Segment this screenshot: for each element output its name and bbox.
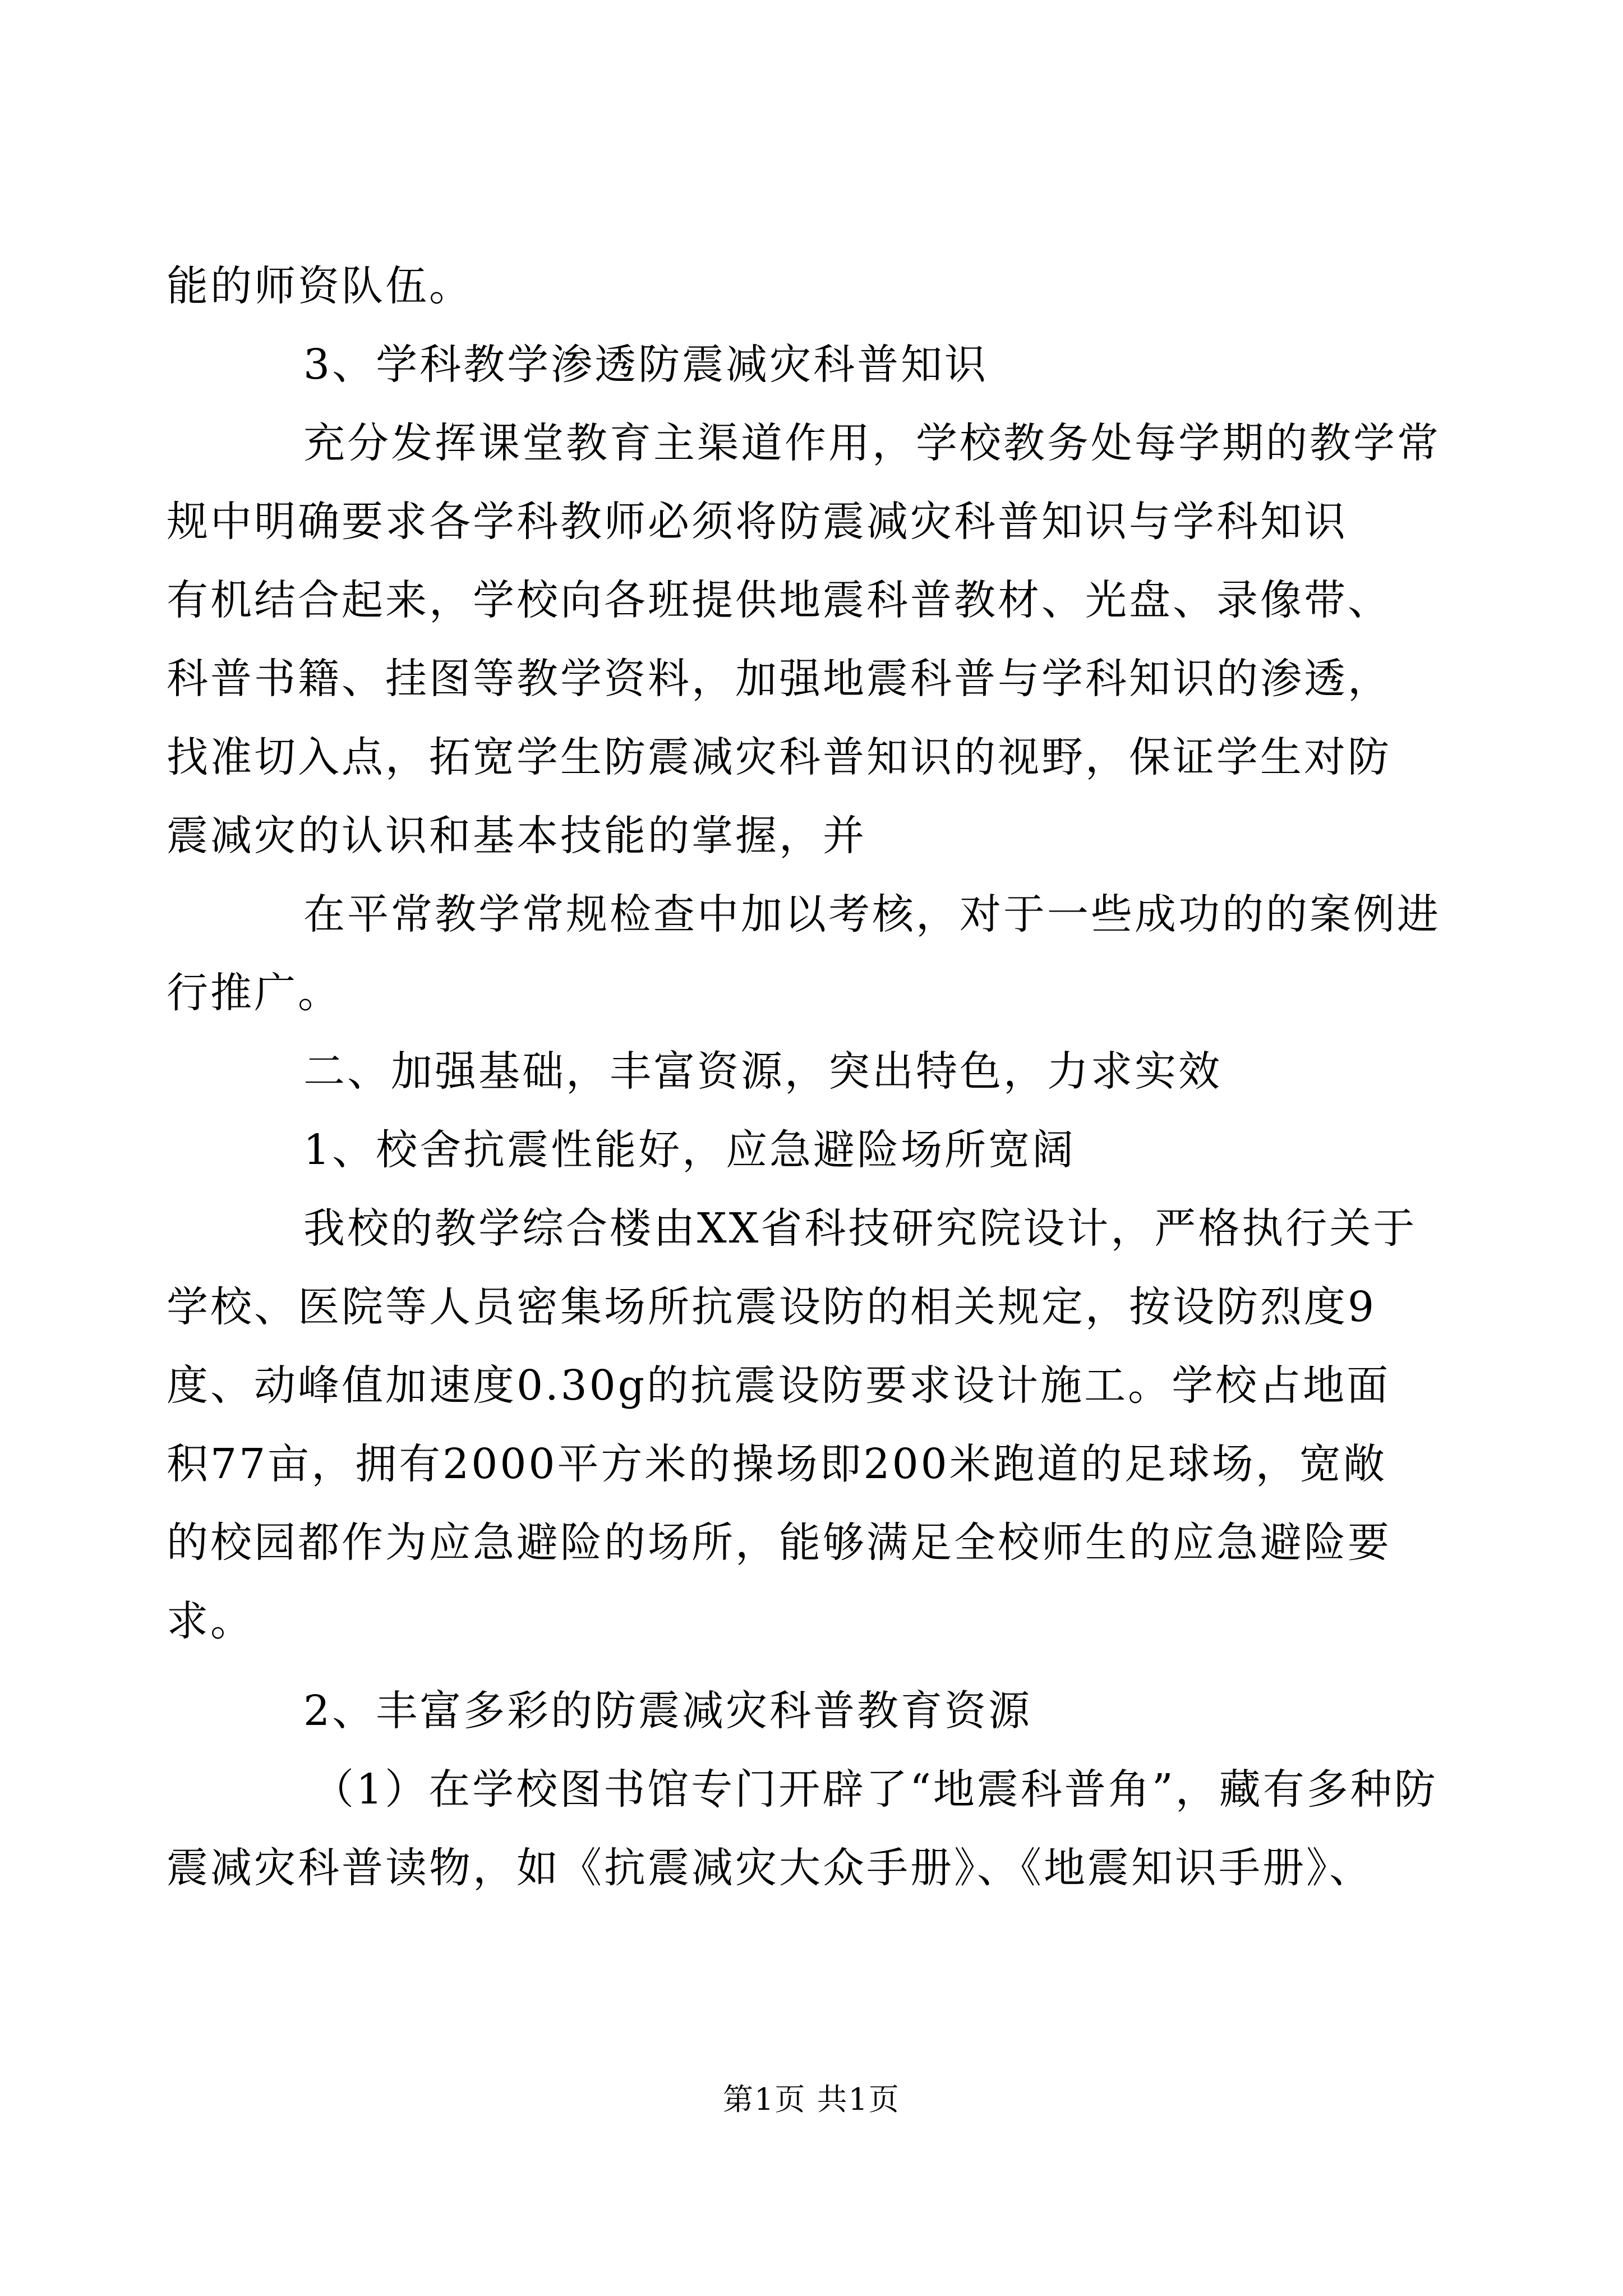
text-line: 找准切入点，拓宽学生防震减灾科普知识的视野，保证学生对防 <box>167 733 1391 781</box>
section-heading: 3、学科教学渗透防震减灾科普知识 <box>303 341 989 389</box>
text-line: 震减灾的认识和基本技能的掌握，并 <box>167 812 866 860</box>
section-heading: 1、校舍抗震性能好，应急避险场所宽阔 <box>303 1126 1076 1174</box>
text-line: 能的师资队伍。 <box>167 262 473 310</box>
section-heading: 2、丰富多彩的防震减灾科普教育资源 <box>303 1687 1032 1735</box>
text-line: 在平常教学常规检查中加以考核，对于一些成功的的案例进 <box>303 890 1441 938</box>
text-line: （1）在学校图书馆专门开辟了“地震科普角”，藏有多种防 <box>312 1765 1438 1814</box>
text-line: 积77亩，拥有2000平方米的操场即200米跑道的足球场，宽敞 <box>167 1440 1387 1488</box>
text-line: 的校园都作为应急避险的场所，能够满足全校师生的应急避险要 <box>167 1519 1391 1567</box>
section-heading: 二、加强基础，丰富资源，突出特色，力求实效 <box>303 1047 1222 1096</box>
text-line: 充分发挥课堂教育主渠道作用，学校教务处每学期的教学常 <box>303 419 1441 467</box>
document-body <box>167 247 1456 1907</box>
text-line: 有机结合起来，学校向各班提供地震科普教材、光盘、录像带、 <box>167 576 1391 624</box>
text-line: 规中明确要求各学科教师必须将防震减灾科普知识与学科知识 <box>167 498 1348 546</box>
text-line: 度、动峰值加速度0.30g的抗震设防要求设计施工。学校占地面 <box>167 1361 1391 1410</box>
text-line: 求。 <box>167 1597 254 1645</box>
text-line: 科普书籍、挂图等教学资料，加强地震科普与学科知识的渗透， <box>167 655 1391 703</box>
text-line: 我校的教学综合楼由XX省科技研究院设计，严格执行关于 <box>303 1204 1417 1253</box>
text-line: 震减灾科普读物，如《抗震减灾大众手册》、《地震知识手册》、 <box>167 1844 1373 1892</box>
page-number: 第1页 共1页 <box>723 2082 900 2117</box>
text-line: 行推广。 <box>167 969 342 1017</box>
text-line: 学校、医院等人员密集场所抗震设防的相关规定，按设防烈度9 <box>167 1283 1377 1331</box>
